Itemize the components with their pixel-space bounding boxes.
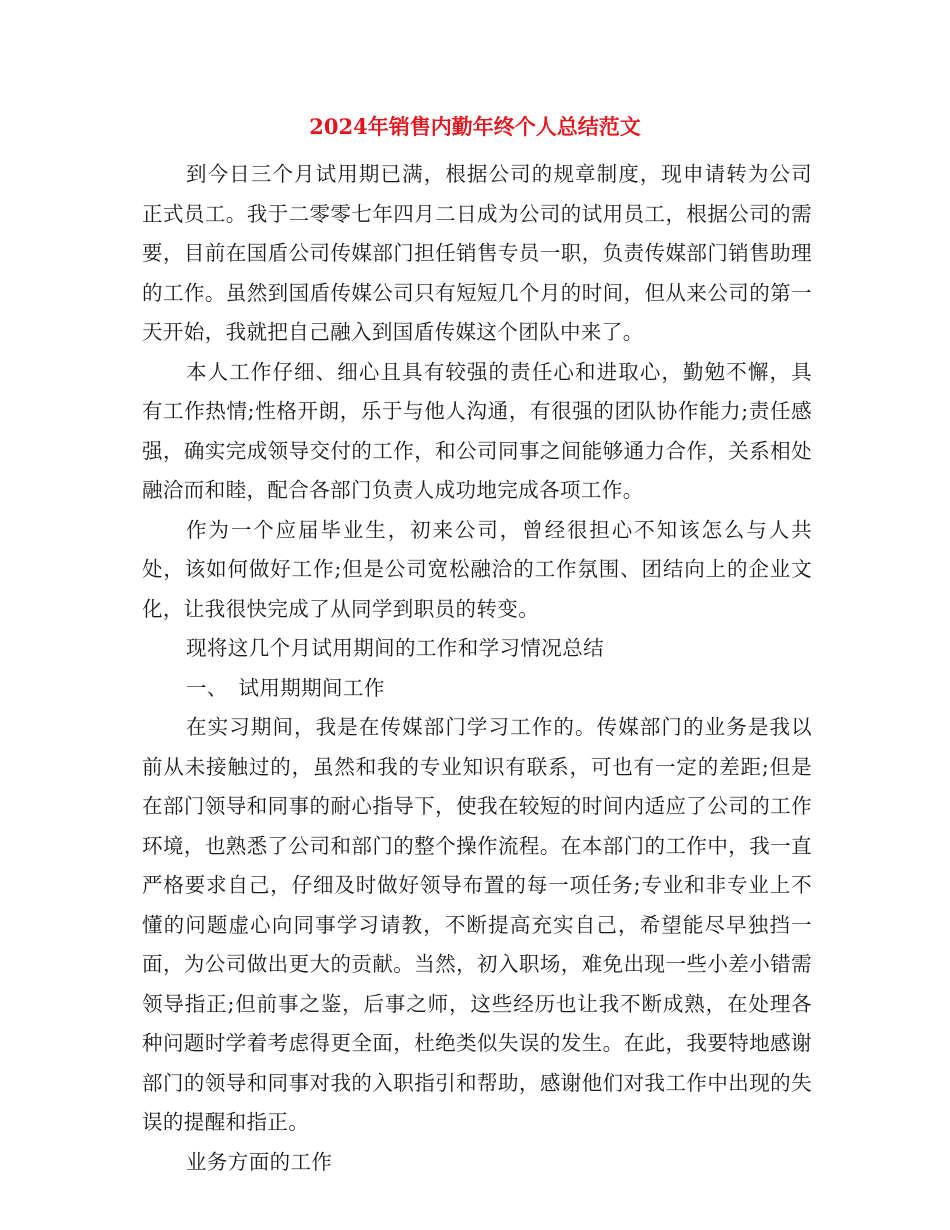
paragraph-personal-traits: 本人工作仔细、细心且具有较强的责任心和进取心，勤勉不懈，具有工作热情;性格开朗，乐于与他人沟通，有很强的团队协作能力;责任感强，确实完成领导交付的工作，和公司同事之间能够通力合作，关系相处融洽而和睦，配合各部门负责人成功地完成各项工作。 (142, 359, 812, 502)
paragraph-graduate-transition: 作为一个应届毕业生，初来公司，曾经很担心不知该怎么与人共处，该如何做好工作;但是公司宽松融洽的工作氛围、团结向上的企业文化，让我很快完成了从同学到职员的转变。 (142, 517, 812, 621)
document-body (142, 155, 812, 1182)
document-title: 2024年销售内勤年终个人总结范文 (309, 114, 641, 139)
paragraph-internship-work: 在实习期间，我是在传媒部门学习工作的。传媒部门的业务是我以前从未接触过的，虽然和我的专业知识有联系，可也有一定的差距;但是在部门领导和同事的耐心指导下，使我在较短的时间内适应了公司的工作环境，也熟悉了公司和部门的整个操作流程。在本部门的工作中，我一直严格要求自己，仔细及时做好领导布置的每一项任务;专业和非专业上不懂的问题虚心向同事学习请教，不断提高充实自己，希望能尽早独挡一面，为公司做出更大的贡献。当然，初入职场，难免出现一些小差小错需领导指正;但前事之鉴，后事之师，这些经历也让我不断成熟，在处理各种问题时学着考虑得更全面，杜绝类似失误的发生。在此，我要特地感谢部门的领导和同事对我的入职指引和帮助，感谢他们对我工作中出现的失误的提醒和指正。 (142, 715, 812, 1134)
section-heading-business-work: 业务方面的工作 (186, 1149, 333, 1174)
paragraph-probation-intro: 到今日三个月试用期已满，根据公司的规章制度，现申请转为公司正式员工。我于二零零七年四月二日成为公司的试用员工，根据公司的需要，目前在国盾公司传媒部门担任销售专员一职，负责传媒部门销售助理的工作。虽然到国盾传媒公司只有短短几个月的时间，但从来公司的第一天开始，我就把自己融入到国盾传媒这个团队中来了。 (142, 162, 812, 344)
paragraph-summary-lead: 现将这几个月试用期间的工作和学习情况总结 (186, 636, 604, 660)
section-heading-probation-work: 一、 试用期期间工作 (186, 675, 385, 700)
